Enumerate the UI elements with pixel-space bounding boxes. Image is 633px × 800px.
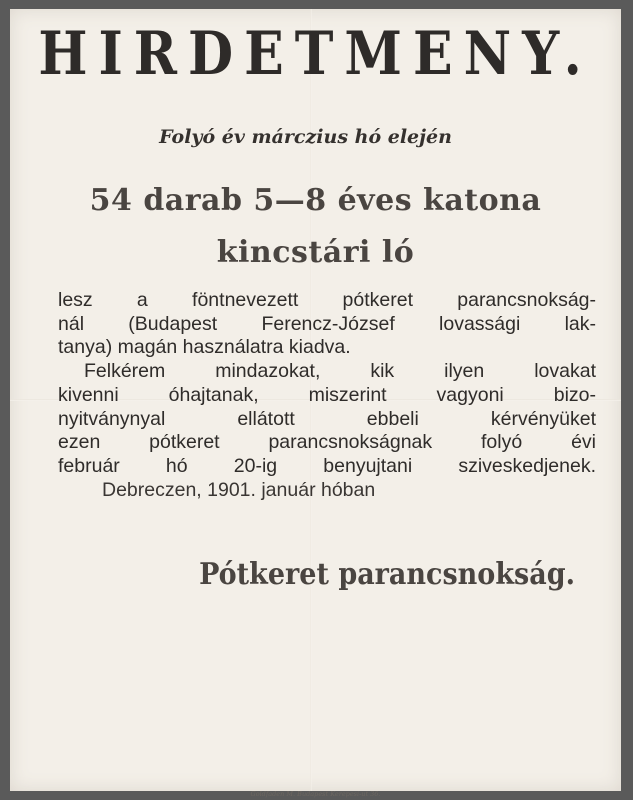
body-line: Felkérem mindazokat, kik ilyen lovakat	[84, 360, 596, 383]
body-line: február hó 20-ig benyujtani sziveskedjenek.	[58, 454, 596, 477]
poster-sheet	[10, 9, 621, 798]
printer-imprint: Goldfaden M. Budapest Kerepesi-ut 36.	[250, 790, 381, 798]
body-line: ezen pótkeret parancsnokságnak folyó évi	[58, 431, 596, 454]
body-line: kivenni óhajtanak, miszerint vagyoni bizo-	[58, 383, 596, 406]
signature-command: Pótkeret parancsnokság.	[199, 557, 575, 592]
place-date: Debreczen, 1901. január hóban	[102, 478, 376, 501]
headline-horses-type: kincstári ló	[216, 235, 415, 270]
poster-title: HIRDETMENY.	[38, 19, 593, 90]
body-line: lesz a föntnevezett pótkeret parancsnokság-	[58, 289, 596, 311]
intro-line: Folyó év márczius hó elején	[159, 126, 452, 148]
headline-horses-count: 54 darab 5—8 éves katona	[89, 183, 542, 218]
body-line: tanya) magán használatra kiadva.	[58, 336, 351, 359]
announcement-body	[58, 289, 596, 502]
body-line: nál (Budapest Ferencz-József lovassági lak-	[58, 312, 596, 335]
body-line: nyitványnyal ellátott ebbeli kérvényüket	[58, 407, 596, 430]
